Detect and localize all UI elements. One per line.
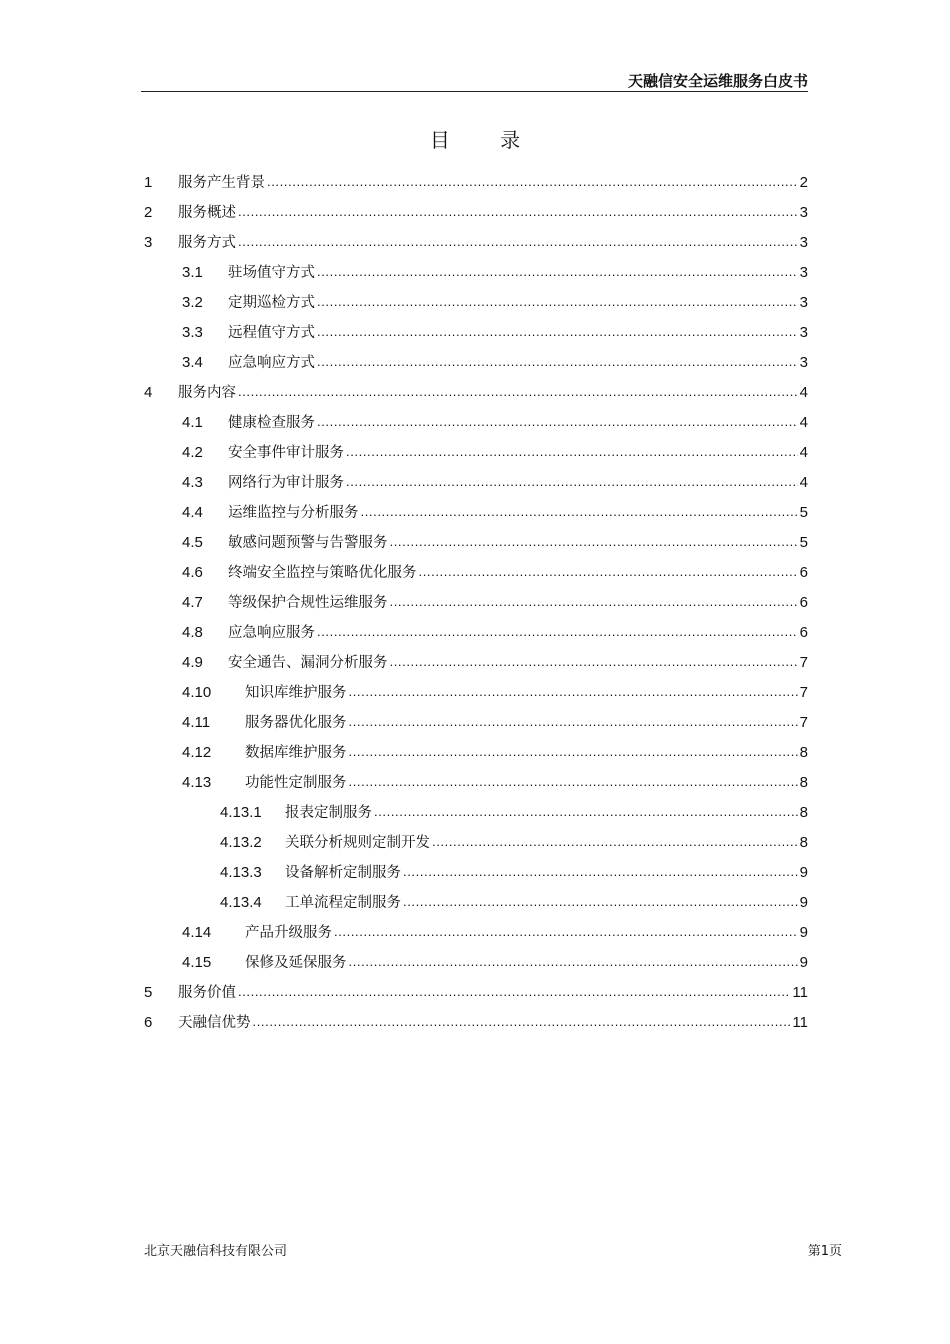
toc-entry[interactable]: [144, 288, 808, 318]
toc-entry-page: 4: [799, 444, 808, 461]
toc-entry[interactable]: [144, 618, 808, 648]
toc-entry-number: 4.10: [182, 684, 212, 701]
toc-entry-title: 服务概述: [178, 205, 236, 221]
toc-entry[interactable]: [144, 948, 808, 978]
toc-entry-title: 安全事件审计服务: [228, 445, 344, 461]
toc-dot-leader: [349, 737, 798, 767]
toc-entry[interactable]: [144, 888, 808, 918]
toc-dot-leader: [317, 317, 798, 347]
toc-dot-leader: [361, 497, 798, 527]
toc-entry[interactable]: [144, 498, 808, 528]
toc-entry-number: 3.2: [182, 294, 203, 311]
toc-entry[interactable]: [144, 528, 808, 558]
toc-dot-leader: [317, 617, 798, 647]
toc-entry-title: 数据库维护服务: [245, 745, 347, 761]
toc-entry-number: 4.13.4: [220, 894, 262, 911]
toc-entry-number: 3.1: [182, 264, 203, 281]
toc-entry-title: 保修及延保服务: [245, 955, 347, 971]
toc-entry-page: 3: [799, 264, 808, 281]
toc-entry-page: 9: [799, 864, 808, 881]
toc-entry-title: 远程值守方式: [228, 325, 315, 341]
header-title: 天融信安全运维服务白皮书: [627, 72, 808, 90]
toc-dot-leader: [238, 227, 798, 257]
toc-entry[interactable]: [144, 168, 808, 198]
toc-entry-page: 5: [799, 534, 808, 551]
toc-entry-page: 9: [799, 924, 808, 941]
toc-entry-number: 4.13.1: [220, 804, 262, 821]
toc-entry-number: 4.12: [182, 744, 212, 761]
toc-entry-title: 健康检查服务: [228, 415, 315, 431]
toc-entry[interactable]: [144, 1008, 808, 1038]
toc-entry-number: 1: [144, 174, 153, 191]
toc-entry[interactable]: [144, 678, 808, 708]
toc-entry-number: 3: [144, 234, 153, 251]
toc-entry-page: 7: [799, 714, 808, 731]
toc-entry-page: 4: [799, 474, 808, 491]
toc-entry-number: 4.15: [182, 954, 212, 971]
toc-dot-leader: [346, 467, 798, 497]
toc-dot-leader: [317, 407, 798, 437]
toc-dot-leader: [349, 767, 798, 797]
toc-entry-number: 2: [144, 204, 153, 221]
toc-entry-title: 服务方式: [178, 235, 236, 251]
toc-entry[interactable]: [144, 588, 808, 618]
toc-dot-leader: [317, 287, 798, 317]
toc-dot-leader: [432, 827, 798, 857]
toc-entry[interactable]: [144, 378, 808, 408]
toc-entry-number: 4.5: [182, 534, 203, 551]
toc-entry-page: 9: [799, 894, 808, 911]
toc-entry-title: 驻场值守方式: [228, 265, 315, 281]
toc-entry-page: 8: [799, 804, 808, 821]
toc-entry-title: 应急响应方式: [228, 355, 315, 371]
toc-entry-number: 4.2: [182, 444, 203, 461]
toc-entry-number: 3.4: [182, 354, 203, 371]
toc-entry[interactable]: [144, 858, 808, 888]
toc-entry-page: 8: [799, 744, 808, 761]
toc-entry-number: 4.9: [182, 654, 203, 671]
toc-entry-page: 7: [799, 654, 808, 671]
toc-entry-number: 3.3: [182, 324, 203, 341]
toc-entry-page: 11: [792, 1014, 808, 1031]
toc-entry-number: 4.3: [182, 474, 203, 491]
toc-heading: 目 录: [429, 128, 543, 152]
toc-entry-title: 服务器优化服务: [245, 715, 347, 731]
toc-entry-page: 8: [799, 774, 808, 791]
toc-entry-number: 4.1: [182, 414, 203, 431]
toc-dot-leader: [238, 977, 790, 1007]
toc-entry-page: 3: [799, 294, 808, 311]
toc-dot-leader: [349, 947, 798, 977]
toc-dot-leader: [390, 527, 798, 557]
toc-entry[interactable]: [144, 738, 808, 768]
toc-entry-page: 9: [799, 954, 808, 971]
toc-dot-leader: [317, 347, 798, 377]
toc-entry[interactable]: [144, 918, 808, 948]
toc-dot-leader: [349, 707, 798, 737]
toc-entry-title: 产品升级服务: [245, 925, 332, 941]
toc-entry-title: 运维监控与分析服务: [228, 505, 359, 521]
toc-entry-number: 4.13.3: [220, 864, 262, 881]
toc-entry-title: 设备解析定制服务: [285, 865, 401, 881]
toc-entry-page: 11: [792, 984, 808, 1001]
toc-entry[interactable]: [144, 798, 808, 828]
toc-entry[interactable]: [144, 228, 808, 258]
toc-entry-title: 定期巡检方式: [228, 295, 315, 311]
toc-entry-title: 服务内容: [178, 385, 236, 401]
toc-entry-page: 4: [799, 384, 808, 401]
toc-entry[interactable]: [144, 258, 808, 288]
toc-entry-title: 应急响应服务: [228, 625, 315, 641]
toc-entry-title: 网络行为审计服务: [228, 475, 344, 491]
toc-entry-number: 4.13.2: [220, 834, 262, 851]
toc-entry-number: 4.13: [182, 774, 212, 791]
toc-entry-page: 3: [799, 354, 808, 371]
toc-dot-leader: [253, 1007, 791, 1037]
toc-dot-leader: [374, 797, 798, 827]
toc-entry-title: 服务价值: [178, 985, 236, 1001]
toc-entry-number: 4.7: [182, 594, 203, 611]
toc-entry-number: 4.6: [182, 564, 203, 581]
toc-entry[interactable]: [144, 438, 808, 468]
toc-entry-title: 服务产生背景: [178, 175, 265, 191]
toc-entry-page: 2: [799, 174, 808, 191]
toc-entry-title: 工单流程定制服务: [285, 895, 401, 911]
toc-entry-page: 6: [799, 564, 808, 581]
toc-entry[interactable]: [144, 198, 808, 228]
toc-entry[interactable]: [144, 708, 808, 738]
toc-dot-leader: [334, 917, 798, 947]
toc-entry-title: 终端安全监控与策略优化服务: [228, 565, 417, 581]
toc-entry[interactable]: [144, 648, 808, 678]
toc-dot-leader: [346, 437, 798, 467]
toc-entry-page: 3: [799, 234, 808, 251]
toc-entry-page: 5: [799, 504, 808, 521]
toc-dot-leader: [238, 197, 798, 227]
toc-dot-leader: [390, 587, 798, 617]
toc-dot-leader: [349, 677, 798, 707]
footer-page-number: 第1页: [807, 1244, 842, 1259]
toc-entry-page: 8: [799, 834, 808, 851]
toc-entry-title: 等级保护合规性运维服务: [228, 595, 388, 611]
toc-dot-leader: [403, 857, 798, 887]
toc-entry[interactable]: [144, 768, 808, 798]
toc-dot-leader: [317, 257, 798, 287]
toc-entry-number: 4: [144, 384, 153, 401]
toc-entry-number: 4.14: [182, 924, 212, 941]
toc-entry-page: 7: [799, 684, 808, 701]
toc-entry-page: 3: [799, 204, 808, 221]
toc-entry-title: 知识库维护服务: [245, 685, 347, 701]
toc-entry-number: 6: [144, 1014, 153, 1031]
toc-entry-page: 4: [799, 414, 808, 431]
toc-entry-title: 功能性定制服务: [245, 775, 347, 791]
toc-entry[interactable]: [144, 828, 808, 858]
header-divider: [141, 91, 808, 92]
toc-entry[interactable]: [144, 558, 808, 588]
toc-entry-title: 敏感问题预警与告警服务: [228, 535, 388, 551]
toc-dot-leader: [403, 887, 798, 917]
toc-entry-title: 安全通告、漏洞分析服务: [228, 655, 388, 671]
toc-dot-leader: [238, 377, 798, 407]
toc-entry[interactable]: [144, 318, 808, 348]
toc-dot-leader: [419, 557, 798, 587]
toc-dot-leader: [390, 647, 798, 677]
toc-entry-page: 3: [799, 324, 808, 341]
toc-entry[interactable]: [144, 348, 808, 378]
toc-entry-title: 报表定制服务: [285, 805, 372, 821]
toc-entry[interactable]: [144, 978, 808, 1008]
toc-entry-number: 4.8: [182, 624, 203, 641]
toc-dot-leader: [267, 167, 798, 197]
footer-company: 北京天融信科技有限公司: [144, 1244, 288, 1259]
toc-entry-number: 4.4: [182, 504, 203, 521]
toc-entry-title: 关联分析规则定制开发: [285, 835, 430, 851]
toc-entry-page: 6: [799, 594, 808, 611]
toc-entry-number: 5: [144, 984, 153, 1001]
toc-entry[interactable]: [144, 468, 808, 498]
table-of-contents: [144, 168, 808, 1038]
toc-entry[interactable]: [144, 408, 808, 438]
toc-entry-number: 4.11: [182, 714, 211, 731]
toc-entry-page: 6: [799, 624, 808, 641]
toc-entry-title: 天融信优势: [178, 1015, 251, 1031]
